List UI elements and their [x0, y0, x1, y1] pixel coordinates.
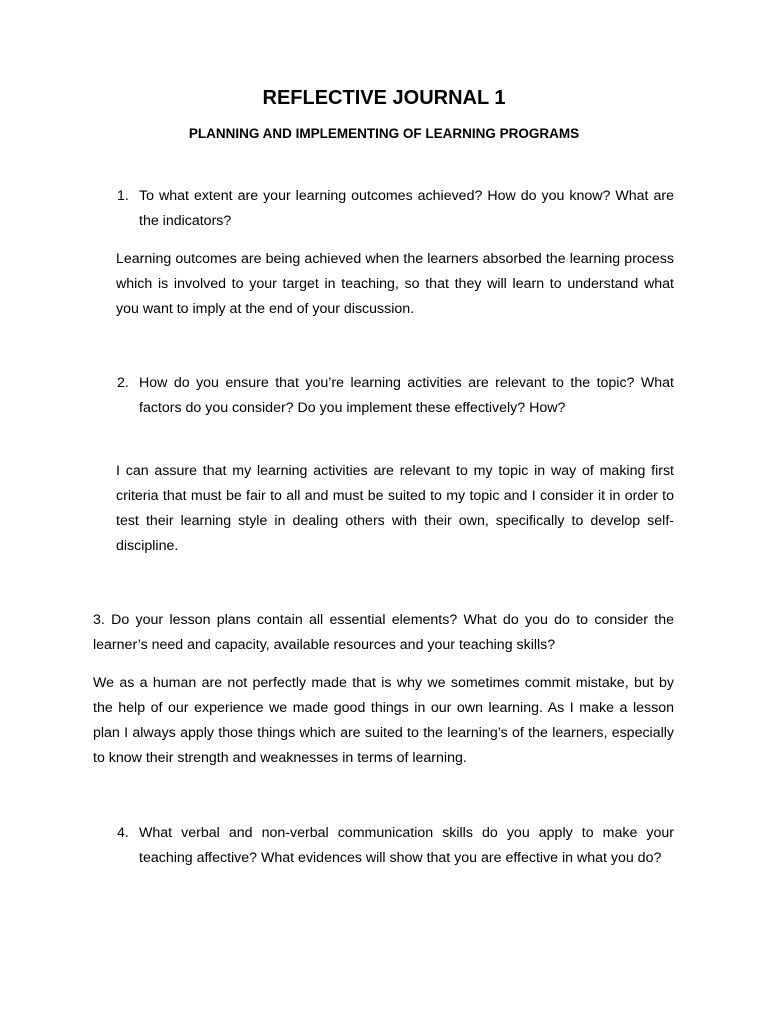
question-2-text: How do you ensure that you’re learning activities are relevant to the topic? What factors do you consider? Do you implement these effectively? How?	[139, 375, 674, 416]
answer-1: Learning outcomes are being achieved when the learners absorbed the learning process which is involved to your target in teaching, so that they will learn to understand what you want to imply at the end of your discussion.	[116, 251, 674, 317]
answer-3: We as a human are not perfectly made that is why we sometimes commit mistake, but by the help of our experience we made good things in our own learning. As I make a lesson plan I always apply those things which are suited to the learning’s of the learners, especially to know their strength and weaknesses in terms of learning.	[93, 675, 674, 766]
question-1-number: 1.	[117, 188, 129, 204]
question-3: 3. Do your lesson plans contain all essential elements? What do you do to consider the learner’s need and capacity, available resources and your teaching skills?	[93, 612, 674, 653]
document-subtitle: PLANNING AND IMPLEMENTING OF LEARNING PROGRAMS	[188, 126, 580, 141]
answer-2: I can assure that my learning activities are relevant to my topic in way of making first criteria that must be fair to all and must be suited to my topic and I consider it in order to test their learning style in dealing others with their own, specifically to develop self-discipline.	[116, 463, 674, 554]
question-2	[117, 371, 674, 421]
question-1	[117, 184, 674, 234]
document-title: REFLECTIVE JOURNAL 1	[262, 87, 506, 109]
question-2-number: 2.	[117, 375, 129, 391]
question-4	[117, 821, 674, 871]
question-4-text: What verbal and non-verbal communication skills do you apply to make your teaching affective? What evidences will show that you are effective in what you do?	[139, 825, 674, 866]
question-1-text: To what extent are your learning outcomes achieved? How do you know? What are the indicators?	[139, 188, 674, 229]
question-4-number: 4.	[117, 825, 129, 841]
